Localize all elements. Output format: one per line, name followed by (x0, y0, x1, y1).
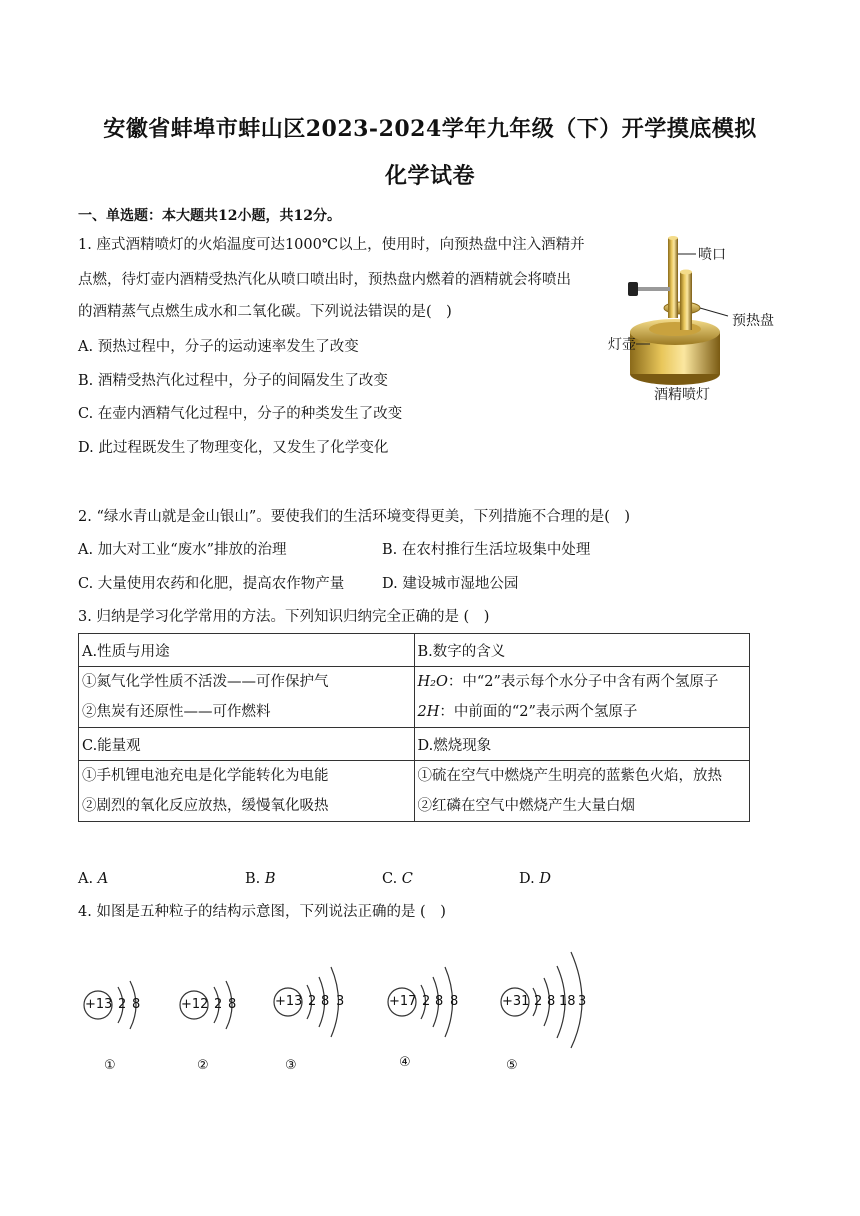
nucleus-charge: +17 (389, 994, 417, 1009)
table-cell-line: ①硫在空气中燃烧产生明亮的蓝紫色火焰，放热 (417, 768, 722, 784)
page-subtitle: 化学试卷 (384, 163, 475, 189)
table-cell-line: ②焦炭有还原性——可作燃料 (82, 704, 271, 720)
formula-2h: 2H (417, 704, 440, 720)
table-cell: A.性质与用途 (79, 634, 415, 667)
particle-number: ④ (399, 1055, 411, 1070)
table-cell-line (418, 667, 747, 697)
table-cell-text: ：中前面的“2”表示两个氢原子 (439, 704, 638, 720)
electron-count: 2 (308, 994, 317, 1009)
electron-count: 2 (534, 994, 543, 1009)
table-cell-line (418, 697, 747, 727)
nucleus-charge: +31 (502, 994, 530, 1009)
label-nozzle: 喷口 (698, 247, 726, 263)
q3-stem: 3. 归纳是学习化学常用的方法。下列知识归纳完全正确的是 ( ) (78, 609, 490, 625)
option-prefix: A. (78, 871, 98, 887)
electron-count: 8 (228, 997, 237, 1012)
particle-diagram (176, 965, 266, 1045)
q1-option-d: D. 此过程既发生了物理变化，又发生了化学变化 (78, 440, 389, 456)
q2-option-c: C. 大量使用农药和化肥，提高农作物产量 (78, 576, 345, 592)
nucleus-charge: +13 (85, 997, 113, 1012)
q1-stem-line: 点燃，待灯壶内酒精受热汽化从喷口喷出时，预热盘内燃着的酒精就会将喷出 (78, 272, 571, 288)
particle-number: ⑤ (506, 1058, 518, 1073)
electron-count: 3 (336, 994, 345, 1009)
table-cell (414, 667, 750, 728)
option-prefix: D. (519, 871, 540, 887)
q3-option-b (245, 869, 276, 889)
electron-count: 2 (118, 997, 127, 1012)
nucleus-charge: +12 (181, 997, 209, 1012)
q1-option-b: B. 酒精受热汽化过程中，分子的间隔发生了改变 (78, 373, 388, 389)
option-letter: D (539, 871, 551, 887)
knowledge-table (78, 633, 750, 822)
q3-option-a (78, 869, 108, 889)
electron-count: 8 (132, 997, 141, 1012)
particle-number: ③ (285, 1058, 297, 1073)
option-prefix: B. (245, 871, 265, 887)
particle-diagram (270, 955, 370, 1045)
label-lamp-pot: 灯壶 (608, 337, 636, 353)
table-cell-line: ①手机锂电池充电是化学能转化为电能 (82, 768, 329, 784)
table-cell (79, 667, 415, 728)
table-cell: C.能量观 (79, 728, 415, 761)
q3-option-c (382, 869, 413, 889)
table-cell-line: ②红磷在空气中燃烧产生大量白烟 (417, 798, 635, 814)
q1-option-a: A. 预热过程中，分子的运动速率发生了改变 (78, 339, 359, 355)
formula-h2o: H₂O (417, 674, 448, 690)
q2-stem: 2. “绿水青山就是金山银山”。要使我们的生活环境变得更美，下列措施不合理的是( ) (78, 509, 631, 525)
electron-count: 18 (559, 994, 576, 1009)
particle-diagram (80, 965, 170, 1045)
alcohol-lamp-figure (610, 232, 800, 407)
q4-stem: 4. 如图是五种粒子的结构示意图，下列说法正确的是 ( ) (78, 904, 446, 920)
q1-option-c: C. 在壶内酒精气化过程中，分子的种类发生了改变 (78, 406, 403, 422)
q2-option-a: A. 加大对工业“废水”排放的治理 (78, 542, 287, 558)
nucleus-charge: +13 (275, 994, 303, 1009)
q2-option-b: B. 在农村推行生活垃圾集中处理 (382, 542, 591, 558)
table-cell: B.数字的含义 (414, 634, 750, 667)
option-prefix: C. (382, 871, 402, 887)
particle-number: ② (197, 1058, 209, 1073)
table-cell-line: ①氮气化学性质不活泼——可作保护气 (82, 674, 329, 690)
electron-count: 8 (547, 994, 556, 1009)
q1-stem-line: 1. 座式酒精喷灯的火焰温度可达1000℃以上，使用时，向预热盘中注入酒精并 (78, 237, 585, 253)
particle-diagram (497, 938, 607, 1050)
table-cell-text: ：中“2”表示每个水分子中含有两个氢原子 (447, 674, 719, 690)
table-cell-line: ②剧烈的氧化反应放热，缓慢氧化吸热 (82, 798, 329, 814)
table-cell: D.燃烧现象 (414, 728, 750, 761)
particle-number: ① (104, 1058, 116, 1073)
electron-count: 2 (422, 994, 431, 1009)
option-letter: C (401, 871, 413, 887)
section-heading: 一、单选题：本大题共12小题，共12分。 (78, 208, 341, 224)
q3-option-d (519, 869, 551, 889)
q1-stem-line: 的酒精蒸气点燃生成水和二氧化碳。下列说法错误的是( ) (78, 304, 452, 320)
electron-count: 8 (321, 994, 330, 1009)
figure-caption: 酒精喷灯 (654, 387, 710, 403)
table-cell (414, 761, 750, 822)
electron-count: 8 (435, 994, 444, 1009)
electron-count: 8 (450, 994, 459, 1009)
particle-diagram (384, 955, 484, 1045)
label-preheat-dish: 预热盘 (732, 313, 774, 329)
page-title: 安徽省蚌埠市蚌山区2023-2024学年九年级（下）开学摸底模拟 (103, 116, 757, 142)
electron-count: 3 (578, 994, 587, 1009)
option-letter: B (264, 871, 276, 887)
electron-count: 2 (214, 997, 223, 1012)
option-letter: A (97, 871, 109, 887)
q2-option-d: D. 建设城市湿地公园 (382, 576, 519, 592)
table-cell (79, 761, 415, 822)
